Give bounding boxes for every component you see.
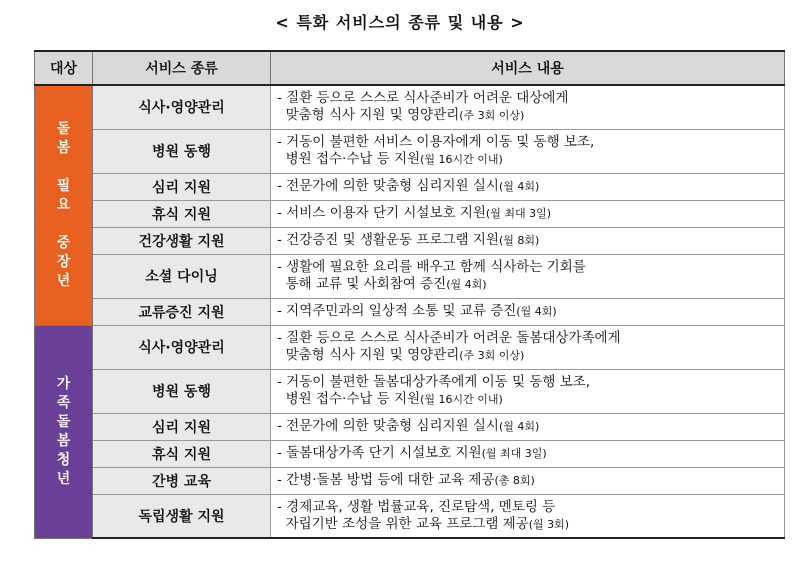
group-label-char: 중 bbox=[56, 234, 71, 251]
service-name: 휴식 지원 bbox=[93, 200, 271, 227]
table-row bbox=[35, 467, 785, 494]
frequency-note: (주 3회 이상) bbox=[459, 109, 525, 123]
description-line bbox=[277, 205, 776, 222]
description-text: - 경제교육, 생활 법률교육, 진로탐색, 멘토링 등 bbox=[277, 498, 556, 515]
service-name: 심리 지원 bbox=[93, 413, 271, 440]
group-label-family-care-youth bbox=[35, 325, 93, 538]
description-text: 맞춤형 식사 지원 및 영양관리 bbox=[277, 107, 460, 124]
service-description bbox=[271, 369, 785, 413]
table-row bbox=[35, 85, 785, 129]
description-text: - 거동이 불편한 서비스 이용자에게 이동 및 동행 보조, bbox=[277, 134, 595, 150]
group-label-char: 장 bbox=[56, 253, 71, 270]
header-service-type: 서비스 종류 bbox=[93, 51, 271, 85]
group-label-char bbox=[35, 158, 92, 177]
description-line bbox=[277, 259, 776, 276]
service-description bbox=[271, 173, 785, 200]
service-description bbox=[271, 440, 785, 467]
group-label-char: 가 bbox=[56, 375, 71, 392]
description-text: - 건강증진 및 생활운동 프로그램 지원 bbox=[277, 232, 499, 248]
frequency-note: (월 최대 3일) bbox=[481, 447, 547, 460]
group-label-char: 년 bbox=[56, 470, 71, 487]
group-label-char: 돌 bbox=[56, 120, 71, 137]
description-text: - 전문가에 의한 맞춤형 심리지원 실시 bbox=[277, 178, 499, 194]
table-row bbox=[35, 413, 785, 440]
frequency-note: (총 8회) bbox=[494, 474, 535, 487]
description-line bbox=[277, 90, 776, 107]
description-text: - 전문가에 의한 맞춤형 심리지원 실시 bbox=[277, 418, 499, 434]
service-name: 심리 지원 bbox=[93, 173, 271, 200]
table-row bbox=[35, 325, 785, 369]
table-row bbox=[35, 227, 785, 254]
table-body bbox=[35, 85, 785, 538]
table-row bbox=[35, 254, 785, 298]
header-target: 대상 bbox=[35, 51, 93, 85]
group-label-char: 봄 bbox=[56, 139, 71, 156]
service-name: 독립생활 지원 bbox=[93, 494, 271, 538]
service-name: 건강생활 지원 bbox=[93, 227, 271, 254]
service-name: 휴식 지원 bbox=[93, 440, 271, 467]
service-description bbox=[271, 325, 785, 369]
description-text: 병원 접수·수납 등 지원 bbox=[277, 391, 421, 407]
description-text: - 돌봄대상가족 단기 시설보호 지원 bbox=[277, 445, 482, 461]
description-line bbox=[277, 445, 776, 462]
table-row bbox=[35, 200, 785, 227]
service-description bbox=[271, 298, 785, 325]
service-name: 소셜 다이닝 bbox=[93, 254, 271, 298]
service-description bbox=[271, 494, 785, 538]
description-line bbox=[277, 178, 776, 195]
description-line bbox=[277, 516, 776, 533]
description-text: - 질환 등으로 스스로 식사준비가 어려운 대상에게 bbox=[277, 90, 569, 107]
group-label-char: 년 bbox=[56, 272, 71, 289]
page-title: < 특화 서비스의 종류 및 내용 > bbox=[275, 13, 525, 32]
frequency-note: (월 16시간 이내) bbox=[420, 153, 503, 166]
frequency-note: (월 4회) bbox=[446, 278, 487, 291]
description-text: 통해 교류 및 사회참여 증진 bbox=[277, 276, 447, 292]
frequency-note: (월 3회) bbox=[528, 517, 570, 531]
service-description bbox=[271, 467, 785, 494]
description-text: - 거동이 불편한 돌봄대상가족에게 이동 및 동행 보조, bbox=[277, 374, 591, 390]
frequency-note: (월 4회) bbox=[498, 420, 540, 433]
description-line bbox=[277, 303, 776, 320]
group-label-char: 필 bbox=[56, 177, 71, 194]
group-label-char: 요 bbox=[56, 196, 71, 213]
service-description bbox=[271, 413, 785, 440]
description-text: - 서비스 이용자 단기 시설보호 지원 bbox=[277, 205, 486, 221]
table-row bbox=[35, 129, 785, 173]
description-line bbox=[277, 330, 776, 347]
group-label-char: 봄 bbox=[56, 432, 71, 449]
description-line bbox=[277, 151, 776, 168]
frequency-note: (월 8회) bbox=[498, 234, 540, 247]
table-row bbox=[35, 173, 785, 200]
description-text: - 간병·돌봄 방법 등에 대한 교육 제공 bbox=[277, 472, 495, 488]
service-description bbox=[271, 129, 785, 173]
service-description bbox=[271, 227, 785, 254]
description-line bbox=[277, 391, 776, 408]
description-line bbox=[277, 499, 776, 516]
description-text: - 지역주민과의 일상적 소통 및 교류 증진 bbox=[277, 303, 517, 319]
group-label-char: 족 bbox=[56, 394, 71, 411]
table-row bbox=[35, 369, 785, 413]
table-row bbox=[35, 440, 785, 467]
table-header-row bbox=[35, 51, 785, 85]
description-line bbox=[277, 232, 776, 249]
header-service-content: 서비스 내용 bbox=[271, 51, 785, 85]
service-description bbox=[271, 200, 785, 227]
service-name: 병원 동행 bbox=[93, 369, 271, 413]
description-line bbox=[277, 418, 776, 435]
service-table bbox=[34, 50, 785, 539]
service-name: 병원 동행 bbox=[93, 129, 271, 173]
description-line bbox=[277, 347, 776, 364]
description-line bbox=[277, 134, 776, 151]
frequency-note: (월 4회) bbox=[498, 180, 540, 193]
frequency-note: (주 3회 이상) bbox=[459, 349, 525, 362]
service-name: 교류증진 지원 bbox=[93, 298, 271, 325]
description-line bbox=[277, 107, 776, 124]
description-text: 맞춤형 식사 지원 및 영양관리 bbox=[277, 347, 460, 363]
description-text: - 생활에 필요한 요리를 배우고 함께 식사하는 기회를 bbox=[277, 259, 586, 275]
frequency-note: (월 최대 3일) bbox=[485, 207, 551, 220]
service-name: 식사·영양관리 bbox=[93, 325, 271, 369]
description-text: - 질환 등으로 스스로 식사준비가 어려운 돌봄대상가족에게 bbox=[277, 330, 621, 346]
description-line bbox=[277, 276, 776, 293]
description-line bbox=[277, 374, 776, 391]
description-text: 병원 접수·수납 등 지원 bbox=[277, 151, 421, 167]
table-row bbox=[35, 298, 785, 325]
service-description bbox=[271, 85, 785, 129]
description-text: 자립기반 조성을 위한 교육 프로그램 제공 bbox=[277, 515, 529, 532]
service-name: 식사·영양관리 bbox=[93, 85, 271, 129]
frequency-note: (월 4회) bbox=[516, 305, 557, 318]
service-name: 간병 교육 bbox=[93, 467, 271, 494]
description-line bbox=[277, 472, 776, 489]
group-label-char: 청 bbox=[56, 451, 71, 468]
frequency-note: (월 16시간 이내) bbox=[420, 393, 503, 406]
service-description bbox=[271, 254, 785, 298]
table-row bbox=[35, 494, 785, 538]
group-label-char bbox=[35, 215, 92, 234]
group-label-middle-aged bbox=[35, 85, 93, 325]
group-label-char: 돌 bbox=[56, 413, 71, 430]
